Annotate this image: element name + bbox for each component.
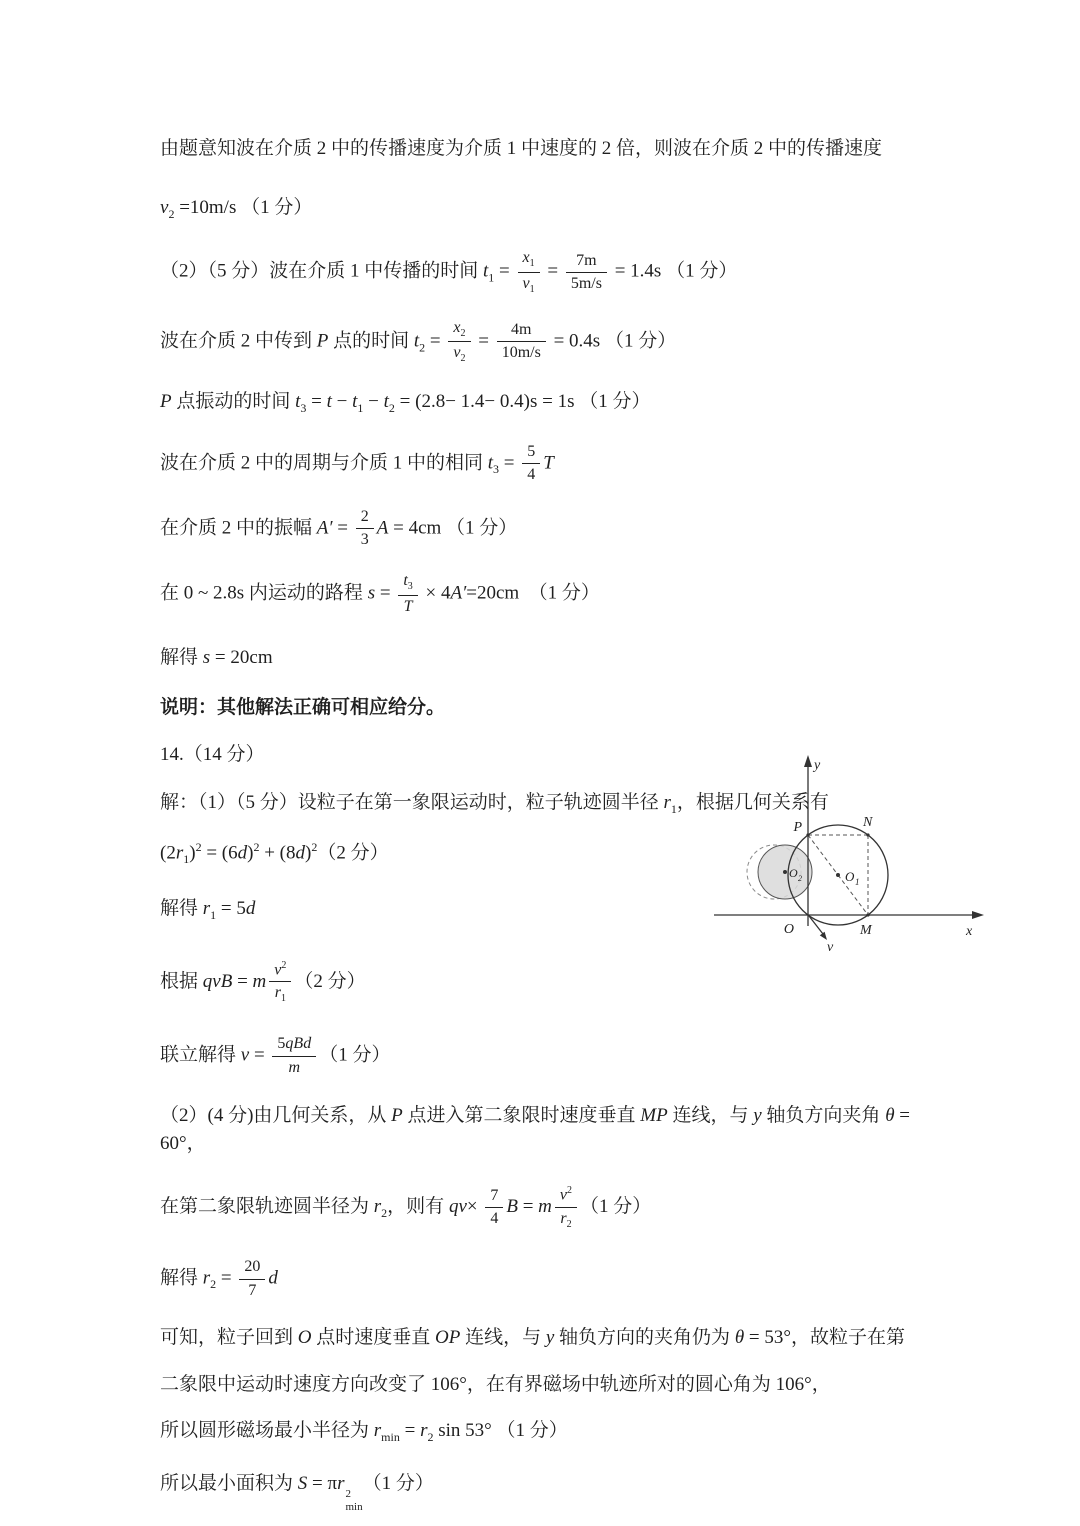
denominator: 4 [527, 466, 536, 484]
text-run: 解：（1）（5 分）设粒子在第一象限运动时，粒子轨迹圆半径 [160, 791, 664, 813]
subscript: 2 [460, 327, 466, 339]
fraction [239, 1258, 265, 1300]
var: v [559, 1186, 568, 1204]
var: r [175, 842, 184, 864]
label-O: O [783, 922, 794, 937]
subscript: 3 [493, 461, 500, 476]
text-run: = [306, 391, 327, 413]
text-run: + (8 [259, 842, 296, 864]
text-run: 说明：其他解法正确可相应给分。 [160, 696, 446, 718]
point-P [806, 833, 809, 836]
text-run: 所以最小面积为 [160, 1472, 298, 1494]
numerator [448, 319, 470, 343]
text-run: （1 分） [580, 1195, 652, 1217]
text-run: 在第二象限轨迹圆半径为 [160, 1195, 374, 1217]
y-axis-arrow-icon [804, 755, 812, 767]
denominator: 4 [490, 1210, 499, 1228]
subscript: 2 [460, 353, 466, 365]
numerator: 20 [239, 1258, 265, 1279]
para-14-angle-2 [160, 1371, 935, 1400]
text-run: 点进入第二象限时速度垂直 [402, 1104, 641, 1126]
text-run: × [466, 1195, 483, 1217]
fraction [518, 249, 540, 295]
label-v: v [827, 940, 834, 955]
var: A′ [450, 582, 467, 604]
var: r [373, 1195, 382, 1217]
label-x: x [966, 924, 973, 939]
var: qv [448, 1195, 467, 1217]
para-13-amplitude [160, 508, 935, 550]
text-run: = 53°，故粒子在第 [744, 1327, 905, 1349]
fraction [272, 1035, 316, 1077]
numerator [272, 1035, 316, 1056]
var: r [663, 791, 671, 813]
denominator [269, 982, 291, 1005]
text-run: 连线，与 [667, 1104, 754, 1126]
text-run: （2）（5 分）波在介质 1 中传播的时间 [160, 260, 484, 282]
text-run: 可知，粒子回到 [160, 1327, 298, 1349]
text-run: 联立解得 [160, 1044, 241, 1066]
numerator [398, 572, 417, 596]
text-run: = 0.4s （1 分） [548, 330, 677, 352]
text-run: ，则有 [387, 1195, 449, 1217]
denominator: 7 [248, 1281, 257, 1299]
superscript: 2 [567, 1184, 573, 1196]
para-14-part2 [160, 1102, 935, 1159]
text-run: ) [304, 842, 312, 864]
subscript: 2 [381, 1205, 388, 1220]
subscript: 1 [529, 284, 535, 296]
var: r [202, 1267, 211, 1289]
denominator [448, 342, 470, 365]
text-run: 轴负方向夹角 [761, 1104, 886, 1126]
text-run: （1 分） [319, 1044, 391, 1066]
denominator: m [288, 1058, 301, 1076]
text-run: （2 分） [317, 842, 389, 864]
var: t [352, 391, 358, 413]
var: x [453, 318, 461, 336]
var: t [487, 452, 494, 474]
numerator: 7 [485, 1187, 503, 1208]
para-14-rmin [160, 1417, 935, 1446]
var: r [337, 1472, 345, 1494]
var: m [252, 970, 267, 992]
text-run: × 4 [420, 582, 451, 604]
subscript: 1 [670, 801, 677, 816]
var: MP [640, 1104, 668, 1126]
var: d [268, 1267, 278, 1289]
velocity-arrow-icon [820, 932, 827, 940]
text-run: =20cm （1 分） [466, 582, 600, 604]
text-run: ) [189, 842, 196, 864]
label-y: y [814, 758, 821, 773]
para-13-period [160, 443, 935, 485]
numerator: 5 [522, 443, 540, 464]
numerator: 7m [566, 252, 607, 273]
superscript: 2 [345, 1487, 351, 1500]
text-run: = [473, 330, 494, 352]
subscript: min [381, 1429, 400, 1444]
var: qBd [285, 1035, 312, 1053]
superscript: 2 [195, 839, 202, 854]
text-run: = (2.8− 1.4− 0.4)s = 1s （1 分） [394, 391, 651, 413]
text-run: （2）(4 分)由几何关系，从 [160, 1104, 392, 1126]
var: θ [734, 1327, 745, 1349]
text-run: 点时速度垂直 [311, 1327, 436, 1349]
text-run: − [363, 391, 384, 413]
text-run: − [331, 391, 353, 413]
text-run: = [216, 1267, 237, 1289]
var: m [538, 1195, 552, 1217]
var: qvB [202, 970, 233, 992]
var: t [295, 391, 301, 413]
var: B [506, 1195, 518, 1217]
var: t [413, 330, 420, 352]
var: t [326, 391, 332, 413]
var: d [245, 897, 256, 919]
var: r [373, 1420, 382, 1442]
var: y [753, 1104, 762, 1126]
var: OP [435, 1327, 461, 1349]
text-run: ) [247, 842, 254, 864]
var: O [297, 1327, 312, 1349]
fraction [485, 1187, 503, 1229]
text-run: 根据 [160, 970, 203, 992]
label-O2: O [789, 866, 798, 880]
subscript: 3 [300, 400, 307, 415]
var: v [160, 196, 169, 218]
text-run: 波在介质 2 中传到 [160, 330, 317, 352]
denominator [555, 1208, 577, 1231]
subscript: 1 [183, 851, 190, 866]
point-N [866, 833, 869, 836]
var: y [545, 1327, 555, 1349]
para-14-angle-1 [160, 1324, 935, 1353]
var: v [453, 344, 461, 362]
var: t [383, 391, 389, 413]
text-run: = π [307, 1472, 338, 1494]
point-O1 [836, 873, 840, 877]
label-O1: O [845, 869, 855, 884]
label-O2-sub: 2 [798, 874, 802, 883]
denominator [518, 273, 540, 296]
text-run: = 60°， [160, 1104, 910, 1155]
numerator [518, 249, 540, 273]
var: t [403, 572, 408, 590]
subscript: 2 [566, 1218, 572, 1230]
point-M [866, 913, 869, 916]
fraction [566, 252, 607, 294]
var: s [367, 582, 376, 604]
para-14-newton [160, 960, 935, 1005]
text-run: 解得 [160, 897, 203, 919]
var: t [483, 260, 489, 282]
para-13-t2 [160, 319, 935, 365]
label-O1-sub: 1 [855, 877, 860, 887]
text-run: 轴负方向的夹角仍为 [554, 1327, 735, 1349]
text-run: 所以圆形磁场最小半径为 [160, 1420, 374, 1442]
trajectory-figure [698, 750, 990, 962]
text-run: (2 [160, 842, 176, 864]
fraction [356, 508, 374, 550]
text-run: 波在介质 2 中的周期与介质 1 中的相同 [160, 452, 488, 474]
text-run: = [499, 452, 520, 474]
var: P [316, 330, 329, 352]
text-run: = [249, 1044, 270, 1066]
text-run: 连线，与 [460, 1327, 546, 1349]
var: P [160, 391, 172, 413]
text-run: ，根据几何关系有 [676, 791, 829, 813]
var: S [297, 1472, 308, 1494]
text-run: = 1.4s （1 分） [609, 260, 738, 282]
text-run: = 4cm （1 分） [388, 516, 518, 538]
subscript: 2 [388, 400, 395, 415]
denominator: T [403, 598, 413, 616]
para-13-note [160, 694, 935, 723]
label-M: M [860, 923, 872, 938]
subscript: 2 [210, 1277, 217, 1292]
text-run: 解得 [160, 1267, 203, 1289]
fraction [398, 572, 417, 616]
text-run: = [494, 260, 515, 282]
subscript: 3 [407, 581, 413, 593]
subscript: 1 [488, 270, 495, 285]
text-run: 点的时间 [328, 330, 414, 352]
label-N: N [863, 815, 873, 830]
var: v [240, 1044, 250, 1066]
text-run: （1 分） [362, 1472, 434, 1494]
text-run: 在 0 ~ 2.8s 内运动的路程 [160, 582, 368, 604]
text-run: sin 53° （1 分） [433, 1420, 568, 1442]
var: P [391, 1104, 403, 1126]
subscript: 1 [529, 258, 535, 270]
denominator: 5m/s [570, 274, 602, 292]
para-14-smin [160, 1470, 935, 1513]
para-14-r2-result [160, 1258, 935, 1300]
subscript: 1 [210, 907, 217, 922]
var: r [274, 984, 281, 1002]
subscript: min [345, 1500, 363, 1513]
var: v [522, 274, 530, 292]
para-14-r2-eq [160, 1185, 935, 1230]
para-13-result [160, 644, 935, 673]
subscript: 2 [419, 340, 426, 355]
var: v [274, 961, 282, 979]
fraction [522, 443, 540, 485]
text-run: =10m/s （1 分） [174, 196, 313, 218]
point-O2 [783, 870, 787, 874]
text-run: = [425, 330, 446, 352]
subscript: 1 [280, 993, 286, 1005]
fraction [269, 960, 291, 1005]
var: r [560, 1209, 567, 1227]
text-run: 5 [277, 1035, 286, 1053]
fraction [448, 319, 470, 365]
text-run: 由题意知波在介质 2 中的传播速度为介质 1 中速度的 2 倍，则波在介质 2 中的传播速度 [160, 138, 883, 159]
velocity-vector [809, 916, 823, 934]
numerator: 2 [356, 508, 374, 529]
physics-diagram [698, 750, 990, 962]
var: A′ [316, 516, 333, 538]
para-13-path [160, 572, 935, 616]
var: s [202, 647, 211, 669]
text-run: 在介质 2 中的振幅 [160, 516, 317, 538]
text-run: = [542, 260, 563, 282]
text-run: = [332, 516, 353, 538]
superscript: 2 [253, 839, 260, 854]
var: d [295, 842, 305, 864]
para-13-t1 [160, 249, 935, 295]
superscript: 2 [281, 959, 287, 971]
denominator: 3 [360, 531, 369, 549]
var: θ [885, 1104, 895, 1126]
text-run: = 20cm [210, 647, 273, 669]
para-13-intro [160, 135, 935, 164]
text-run: 解得 [160, 647, 203, 669]
subscript: 2 [168, 206, 175, 221]
fraction [497, 321, 546, 363]
line-P-O1 [808, 835, 838, 875]
text-run: 14.（14 分） [160, 744, 265, 766]
text-run: = [399, 1420, 421, 1442]
numerator [555, 1185, 577, 1208]
var: r [202, 897, 211, 919]
para-13-t3 [160, 388, 935, 417]
text-run: （2 分） [294, 970, 366, 992]
para-14-velocity [160, 1035, 935, 1077]
superscript: 2 [311, 839, 318, 854]
var: x [522, 249, 530, 267]
var: T [543, 452, 554, 474]
text-run: 二象限中运动时速度方向改变了 106°，在有界磁场中轨迹所对的圆心角为 106°， [160, 1373, 831, 1395]
text-run: = [517, 1195, 539, 1217]
x-axis-arrow-icon [972, 911, 984, 919]
var: A [376, 516, 389, 538]
subscript: 2 [427, 1429, 434, 1444]
text-run: = [232, 970, 253, 992]
para-13-v2 [160, 194, 935, 223]
fraction [555, 1185, 577, 1230]
sub-sup-stack [345, 1488, 362, 1513]
text-run: = 5 [216, 897, 246, 919]
var: r [420, 1420, 428, 1442]
numerator [269, 960, 291, 983]
text-run: = (6 [201, 842, 238, 864]
numerator: 4m [497, 321, 546, 342]
var: d [237, 842, 248, 864]
denominator: 10m/s [501, 344, 541, 362]
text-run: 点振动的时间 [171, 391, 296, 413]
text-run: = [375, 582, 396, 604]
subscript: 1 [357, 400, 364, 415]
label-P: P [793, 820, 802, 835]
